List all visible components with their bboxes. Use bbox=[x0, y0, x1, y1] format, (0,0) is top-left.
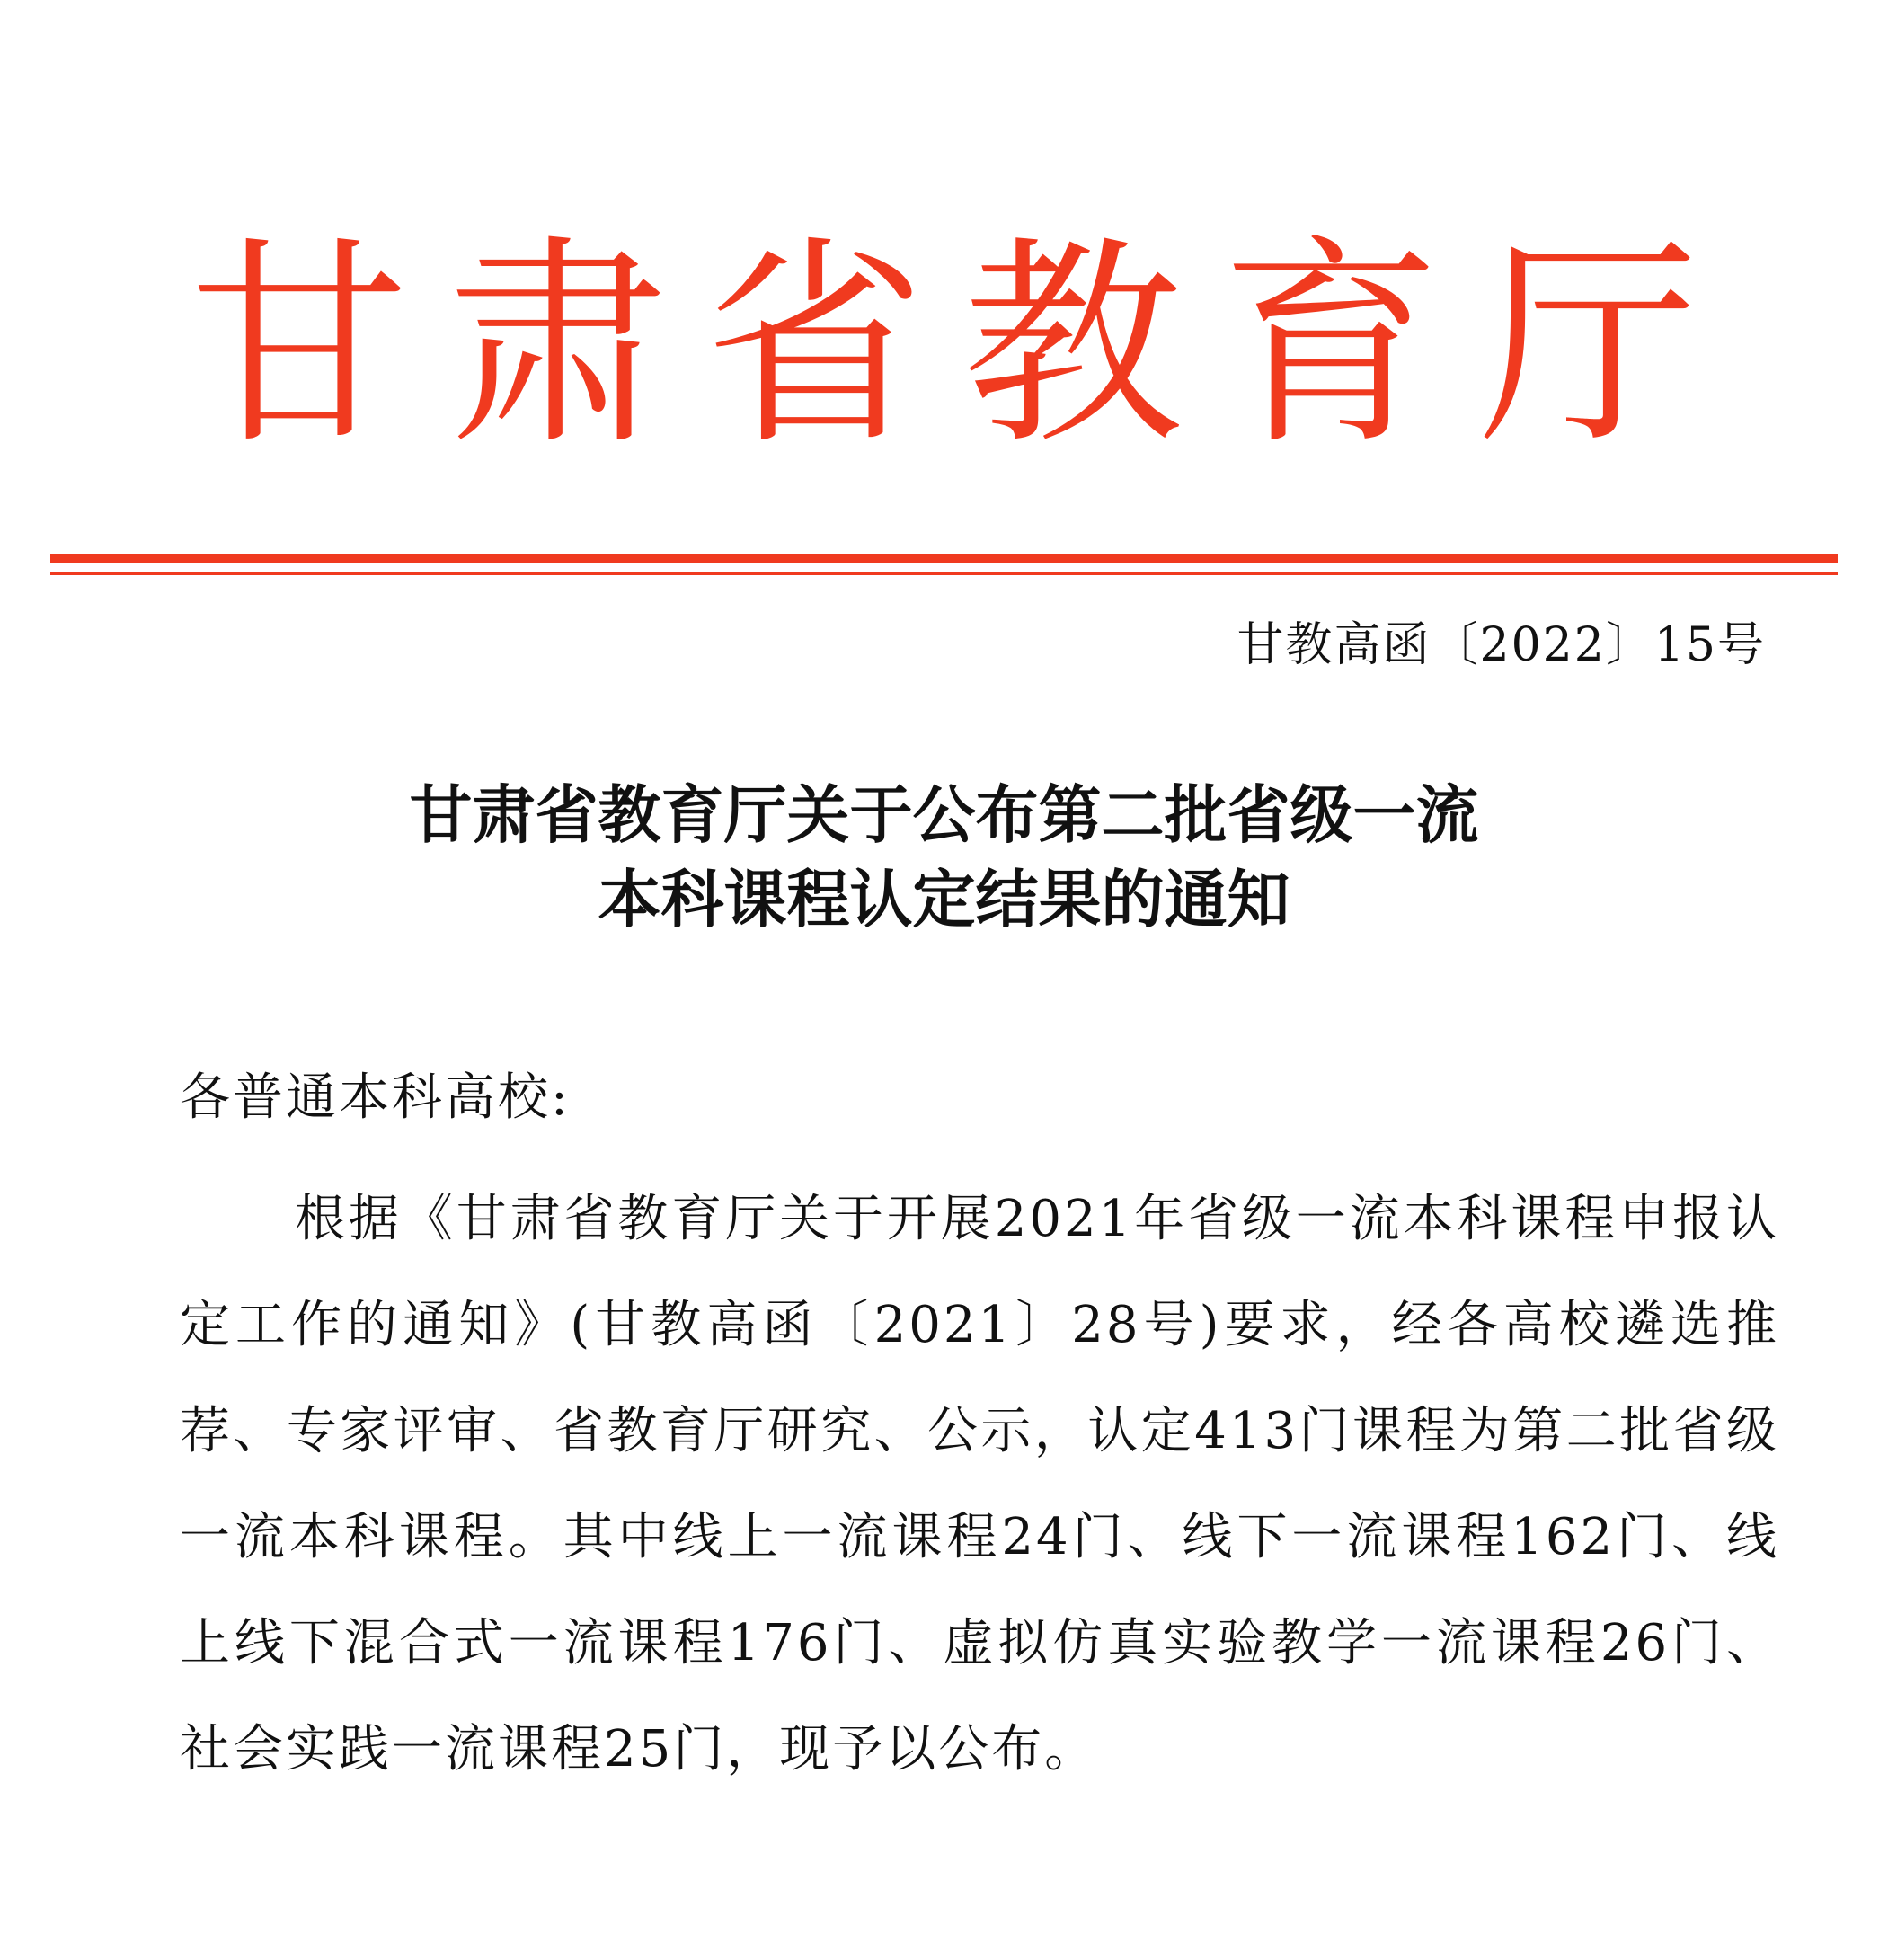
title-line-1: 甘肃省教育厅关于公布第二批省级一流 bbox=[409, 777, 1479, 852]
header-rule-thin bbox=[50, 572, 1838, 575]
agency-masthead: 甘肃省教育厅 bbox=[189, 217, 1737, 474]
body-paragraph: 根据《甘肃省教育厅关于开展2021年省级一流本科课程申报认定工作的通知》(甘教高函〔2021〕28号)要求，经各高校遴选推荐、专家评审、省教育厅研究、公示，认定413门课程为第二批省级一流本科课程。其中线上一流课程24门、线下一流课程162门、线上线下混合式一流课程176门、虚拟仿真实验教学一流课程26门、社会实践一流课程25门，现予以公布。 bbox=[180, 1190, 1779, 1778]
document-number: 甘教高函〔2022〕15号 bbox=[1237, 618, 1766, 672]
header-rule-thick bbox=[50, 554, 1838, 563]
title-line-2: 本科课程认定结果的通知 bbox=[598, 862, 1290, 936]
salutation: 各普通本科高校: bbox=[180, 1069, 571, 1127]
document-title bbox=[0, 773, 1888, 942]
